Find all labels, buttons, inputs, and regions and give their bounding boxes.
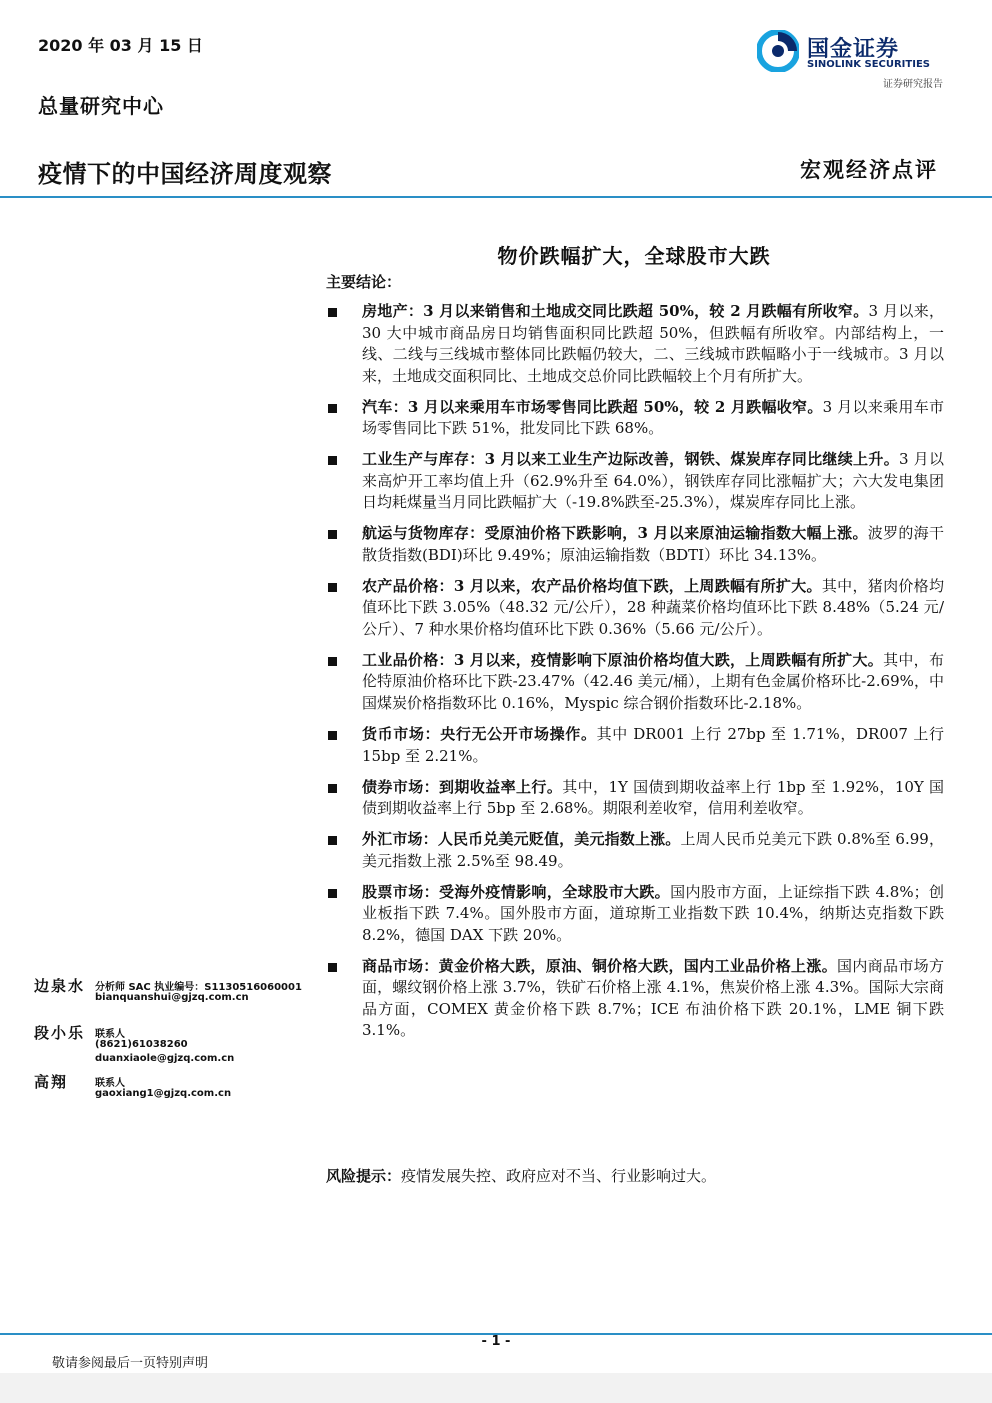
conclusion-lead: 货币市场：央行无公开市场操作。 — [362, 725, 597, 744]
header-divider — [0, 196, 992, 198]
bullet-square-icon — [328, 404, 337, 413]
conclusion-body: 波罗的海干散货指数(BDI)环比 9.49%；原油运输指数（BDTI）环比 34.13%。 — [362, 524, 944, 564]
conclusion-lead: 股票市场：受海外疫情影响，全球股市大跌。 — [362, 882, 671, 901]
report-title: 疫情下的中国经济周度观察 — [38, 160, 332, 188]
bullet-square-icon — [328, 530, 337, 539]
conclusion-body: 其中，布伦特原油价格环比下跌-23.47%（42.46 美元/桶），上期有色金属价格环比-2.69%，中国煤炭价格指数环比 0.16%，Myspic 综合钢价指数环比-2.18%。 — [362, 650, 944, 712]
conclusion-body: 3 月以来高炉开工率均值上升（62.9%升至 64.0%），钢铁库存同比涨幅扩大；六大发电集团日均耗煤量当月同比跌幅扩大（-19.8%跌至-25.3%），煤炭库存同比上涨。 — [362, 450, 944, 512]
conclusion-item — [326, 777, 944, 820]
page-number: - 1 - — [481, 1334, 511, 1349]
conclusion-body: 其中，猪肉价格均值环比下跌 3.05%（48.32 元/公斤），28 种蔬菜价格均值环比下跌 8.48%（5.24 元/公斤）、7 种水果价格均值环比下跌 0.36%（5.66 元/公斤）。 — [362, 576, 944, 638]
bullet-square-icon — [328, 731, 337, 740]
risk-text: 疫情发展失控、政府应对不当、行业影响过大。 — [401, 1167, 717, 1185]
logo-name-en: SINOLINK SECURITIES — [807, 59, 930, 70]
conclusion-body: 国内股市方面，上证综指下跌 4.8%；创业板指下跌 7.4%。国外股市方面，道琼斯工业指数下跌 10.4%，纳斯达克指数下跌 8.2%，德国 DAX 下跌 20%。 — [362, 882, 944, 944]
conclusion-item — [326, 397, 944, 440]
logo-name-cn: 国金证券 — [807, 37, 900, 62]
conclusion-item — [326, 829, 944, 872]
author-name: 高翔 — [34, 1073, 69, 1091]
bullet-square-icon — [328, 889, 337, 898]
author-name: 边泉水 — [34, 977, 86, 995]
conclusion-lead: 商品市场：黄金价格大跌，原油、铜价格大跌，国内工业品价格上涨。 — [362, 956, 838, 975]
summary-label: 主要结论： — [326, 273, 402, 291]
conclusion-item — [326, 301, 944, 387]
bullet-square-icon — [328, 456, 337, 465]
conclusion-item — [326, 576, 944, 641]
report-type: 宏观经济点评 — [800, 157, 938, 182]
author-role: 联系人 — [95, 1078, 125, 1089]
conclusion-item — [326, 523, 944, 566]
author-email[interactable]: gaoxiang1@gjzq.com.cn — [95, 1088, 232, 1099]
company-logo — [757, 30, 947, 92]
conclusion-lead: 工业品价格：3 月以来，疫情影响下原油价格均值大跌，上周跌幅有所扩大。 — [362, 650, 884, 669]
conclusion-item — [326, 650, 944, 715]
risk-label: 风险提示： — [326, 1167, 402, 1185]
bullet-square-icon — [328, 657, 337, 666]
conclusion-body: 其中 DR001 上行 27bp 至 1.71%，DR007 上行 15bp 至 2.21%。 — [362, 725, 944, 765]
bullet-square-icon — [328, 583, 337, 592]
conclusion-lead: 航运与货物库存：受原油价格下跌影响，3 月以来原油运输指数大幅上涨。 — [362, 524, 868, 543]
author-role: 联系人 — [95, 1029, 125, 1040]
bullet-square-icon — [328, 308, 337, 317]
conclusion-lead: 债券市场：到期收益率上行。 — [362, 777, 563, 796]
risk-warning — [326, 1165, 944, 1187]
conclusion-body: 国内商品市场方面，螺纹钢价格上涨 3.7%，铁矿石价格上涨 4.1%，焦炭价格上涨 4.3%。国际大宗商品方面，COMEX 黄金价格下跌 8.7%；ICE 布油价格下跌 20.1%，LME 铜下跌 3.1%。 — [362, 956, 944, 1040]
bullet-square-icon — [328, 784, 337, 793]
bottom-band — [0, 1373, 992, 1403]
footer-disclaimer: 敬请参阅最后一页特别声明 — [52, 1356, 209, 1371]
author-email[interactable]: bianquanshui@gjzq.com.cn — [95, 992, 249, 1003]
conclusion-lead: 外汇市场：人民币兑美元贬值，美元指数上涨。 — [362, 830, 681, 849]
author-phone: (8621)61038260 — [95, 1039, 188, 1050]
conclusion-body: 3 月以来乘用车市场零售同比下跌 51%，批发同比下跌 68%。 — [362, 397, 944, 438]
conclusion-item — [326, 449, 944, 514]
conclusion-lead: 汽车：3 月以来乘用车市场零售同比跌超 50%，较 2 月跌幅收窄。 — [362, 397, 823, 416]
department-name: 总量研究中心 — [38, 94, 164, 118]
report-date: 2020 年 03 月 15 日 — [38, 36, 203, 55]
sinolink-logo-icon — [757, 30, 799, 72]
conclusion-body: 其中，1Y 国债到期收益率上行 1bp 至 1.92%，10Y 国债到期收益率上行 5bp 至 2.68%。期限利差收窄，信用利差收窄。 — [362, 777, 944, 818]
conclusion-lead: 农产品价格：3 月以来，农产品价格均值下跌，上周跌幅有所扩大。 — [362, 576, 822, 595]
conclusion-item — [326, 724, 944, 767]
bullet-square-icon — [328, 836, 337, 845]
conclusion-item — [326, 956, 944, 1042]
logo-subtitle: 证券研究报告 — [883, 79, 943, 90]
conclusion-lead: 工业生产与库存：3 月以来工业生产边际改善，钢铁、煤炭库存同比继续上升。 — [362, 450, 900, 469]
conclusion-item — [326, 882, 944, 947]
headline: 物价跌幅扩大，全球股市大跌 — [497, 244, 771, 268]
author-email[interactable]: duanxiaole@gjzq.com.cn — [95, 1053, 235, 1064]
conclusion-body: 上周人民币兑美元下跌 0.8%至 6.99，美元指数上涨 2.5%至 98.49。 — [362, 830, 944, 870]
bullet-square-icon — [328, 963, 337, 972]
conclusion-body: 3 月以来，30 大中城市商品房日均销售面积同比跌超 50%，但跌幅有所收窄。内部结构上，一线、二线与三线城市整体同比跌幅仍较大，二、三线城市跌幅略小于一线城市。3 月以来，土地成交面积同比、土地成交总价同比跌幅较上个月有所扩大。 — [362, 302, 944, 385]
author-name: 段小乐 — [34, 1024, 86, 1042]
conclusion-lead: 房地产：3 月以来销售和土地成交同比跌超 50%，较 2 月跌幅有所收窄。 — [362, 302, 869, 320]
conclusion-list — [326, 301, 944, 1052]
author-role: 分析师 SAC 执业编号：S1130516060001 — [95, 982, 302, 993]
